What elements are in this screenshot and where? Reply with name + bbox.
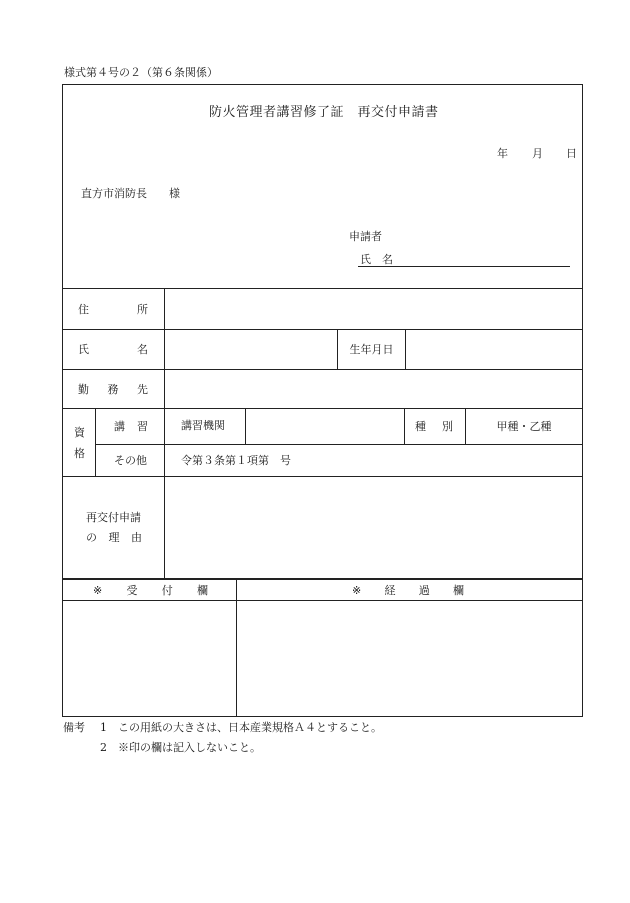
category-left-divider — [404, 408, 405, 444]
progress-header: ※ 経 過 欄 — [352, 583, 464, 597]
birth-date-field[interactable] — [406, 330, 582, 369]
note-text: ※印の欄は記入しないこと。 — [118, 741, 261, 754]
birth-date-label: 生年月日 — [349, 343, 394, 356]
other-label: その他 — [114, 454, 147, 467]
training-institution-field[interactable] — [246, 409, 404, 444]
addressee: 直方市消防長 様 — [81, 187, 180, 200]
qualification-label-1: 資 — [74, 426, 85, 439]
category-label: 種 別 — [415, 420, 453, 433]
qualification-label-2: 格 — [74, 447, 85, 460]
note-number: 1 — [100, 721, 107, 734]
frame-right-border — [582, 84, 583, 717]
applicant-name-underline[interactable] — [358, 266, 570, 267]
category-value[interactable]: 甲種・乙種 — [496, 420, 552, 433]
other-value: 令第３条第１項第 号 — [181, 454, 291, 467]
date-month: 月 — [532, 147, 543, 160]
reception-header: ※ 受 付 欄 — [93, 583, 208, 597]
address-field[interactable] — [165, 289, 582, 329]
qualification-divider — [95, 408, 96, 476]
frame-top-border — [62, 84, 583, 85]
training-institution-label: 講習機関 — [181, 419, 225, 432]
workplace-field[interactable] — [165, 370, 582, 408]
notes-heading: 備考 — [63, 721, 85, 734]
applicant-name-label: 氏 名 — [360, 253, 393, 266]
address-label: 住 所 — [78, 302, 148, 316]
progress-field — [237, 601, 582, 716]
reason-label-line2: の 理 由 — [86, 531, 142, 544]
table-rule — [95, 444, 583, 445]
date-day: 日 — [566, 147, 577, 160]
form-title: 防火管理者講習修了証 再交付申請書 — [209, 105, 439, 120]
reason-field[interactable] — [165, 477, 582, 578]
frame-bottom-border — [62, 716, 583, 717]
applicant-heading: 申請者 — [349, 230, 382, 243]
date-year: 年 — [497, 147, 508, 160]
reason-label-line1: 再交付申請 — [86, 511, 141, 524]
training-label: 講 習 — [114, 420, 148, 433]
workplace-label: 勤 務 先 — [78, 382, 148, 396]
note-number: 2 — [100, 741, 107, 754]
name-label: 氏 名 — [78, 343, 148, 356]
form-number: 様式第４号の２（第６条関係） — [64, 66, 218, 79]
name-field[interactable] — [165, 330, 337, 369]
note-text: この用紙の大きさは、日本産業規格Ａ４とすること。 — [118, 721, 382, 734]
reception-field — [63, 601, 236, 716]
